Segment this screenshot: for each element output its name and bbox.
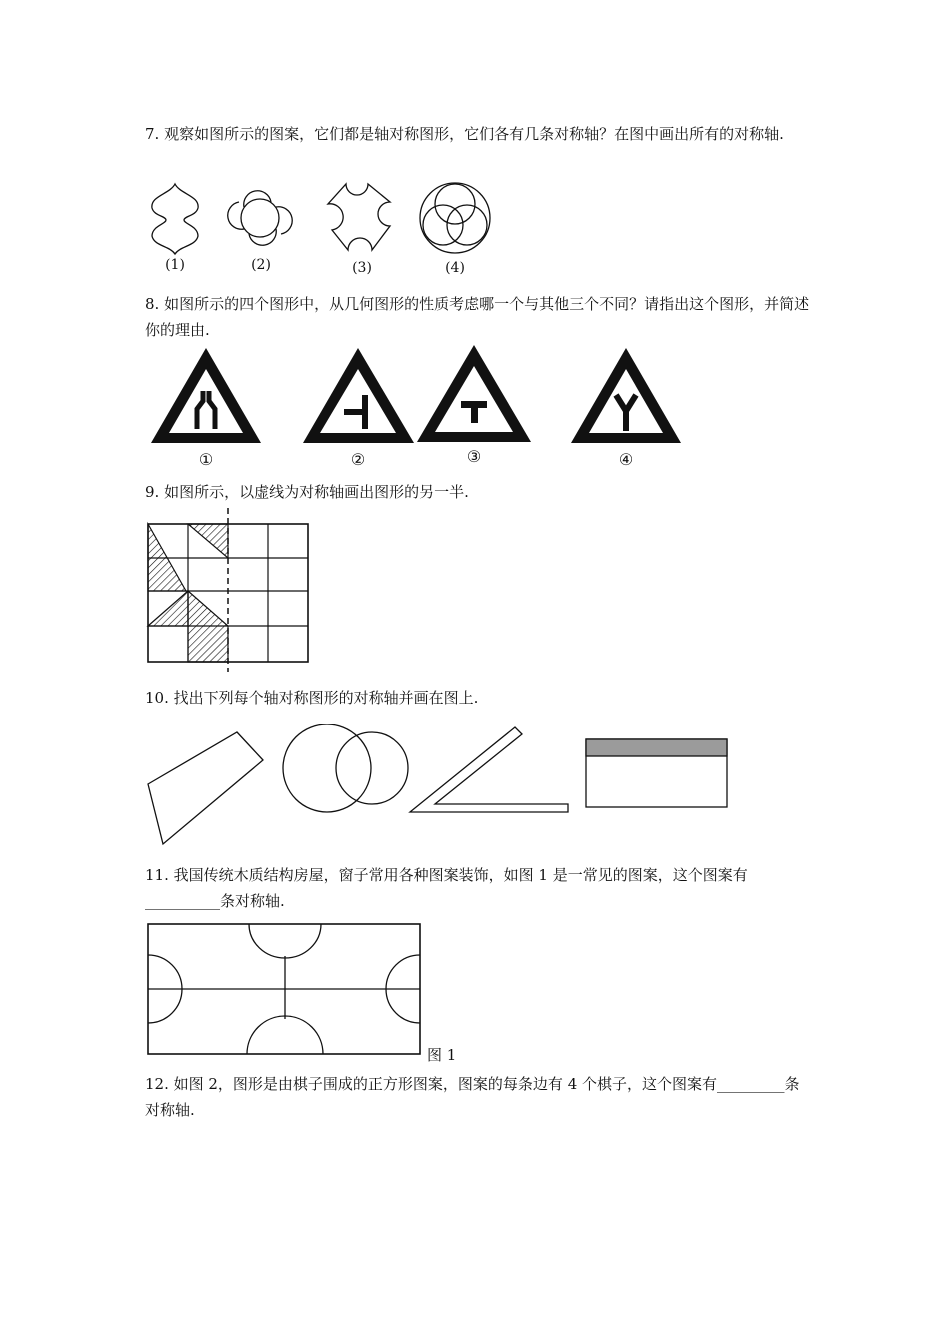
q7-label-1: (1) — [165, 257, 185, 273]
q8-sign-4 — [571, 348, 681, 443]
q10-rectangle — [586, 739, 727, 807]
question-9-text: 9. 如图所示，以虚线为对称轴画出图形的另一半. — [145, 483, 469, 501]
q10-quadrilateral — [148, 732, 263, 844]
q8-sign-2 — [303, 348, 414, 443]
question-8-text: 8. 如图所示的四个图形中，从几何图形的性质考虑哪一个与其他三个不同？请指出这个图形，并简述你的理由. — [145, 295, 810, 339]
q8-sign-3 — [417, 345, 531, 442]
q7-figure-2 — [228, 191, 292, 245]
question-10-text: 10. 找出下列每个轴对称图形的对称轴并画在图上. — [145, 689, 479, 707]
q8-label-2: ② — [350, 450, 366, 469]
q7-figure-1 — [152, 184, 198, 254]
q7-figure-4 — [420, 183, 490, 253]
q11-window-pattern — [146, 922, 424, 1058]
q7-figure-3 — [328, 184, 390, 250]
q8-label-1: ① — [198, 450, 214, 469]
q10-two-circles — [283, 724, 408, 812]
q11-figure-caption: 图 1 — [427, 1046, 457, 1064]
q7-label-2: (2) — [251, 257, 271, 273]
question-12-text: 12. 如图 2，图形是由棋子围成的正方形图案，图案的每条边有 4 个棋子，这个图案有_________条对称轴. — [145, 1075, 800, 1119]
q10-figures — [145, 724, 735, 850]
q9-grid-figure — [146, 506, 312, 674]
q8-label-3: ③ — [466, 447, 482, 466]
q7-label-3: (3) — [352, 260, 372, 276]
q8-road-signs — [148, 343, 688, 447]
question-7-text: 7. 观察如图所示的图案，它们都是轴对称图形，它们各有几条对称轴？在图中画出所有的对称轴. — [145, 125, 784, 143]
q7-figures — [140, 180, 510, 256]
q7-label-4: (4) — [445, 260, 465, 276]
question-11-text: 11. 我国传统木质结构房屋，窗子常用各种图案装饰，如图 1 是一常见的图案，这个图案有__________条对称轴. — [145, 866, 748, 910]
q10-angle-bar — [410, 727, 568, 812]
q8-sign-1 — [151, 348, 261, 443]
q8-label-4: ④ — [618, 450, 634, 469]
